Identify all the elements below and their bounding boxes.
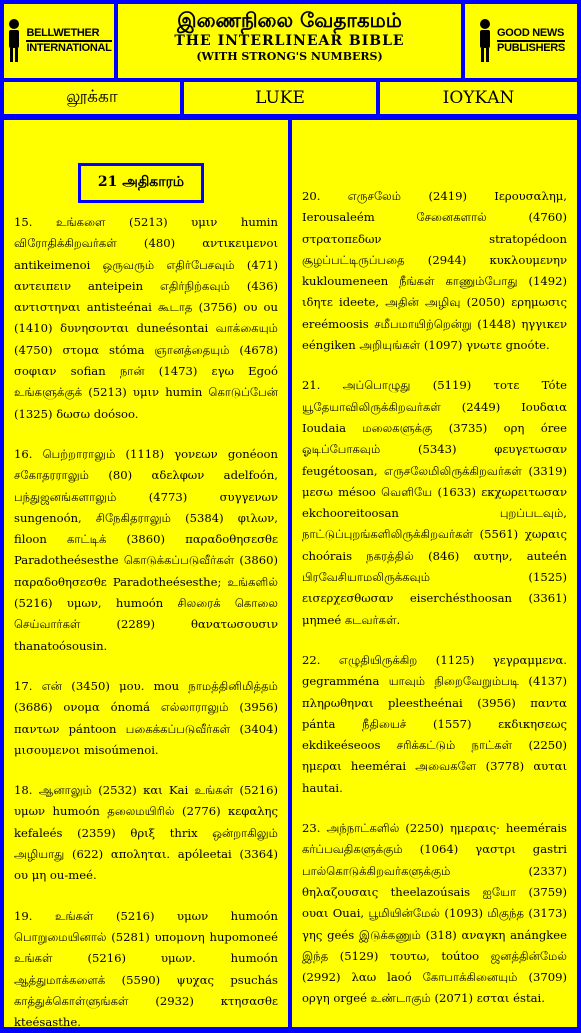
book-name-english	[184, 82, 376, 114]
person-silhouette-icon	[6, 18, 22, 64]
good-news-line1: GOOD NEWS	[497, 27, 565, 39]
verse-22: 22. எழுதியிருக்கிற (1125) γεγραμμενα. gegramména யாவும் நிறைவேறும்படி (4137) πληρωθηναι pleestheénai (3956) παντα pánta நீதியைச் (1557) εκδικησεως ekdikeéseoos சரிக்கட்டும் நாட்கள் (2250) ημεραι heemérai அவைகளே (3778) αυται hautai.	[302, 652, 567, 795]
person-silhouette-icon	[477, 18, 493, 64]
chapter-heading	[78, 163, 204, 203]
left-column	[4, 120, 288, 1030]
verse-18: 18. ஆனாலும் (2532) και Kai உங்கள் (5216) υμων humoón தலைமயிரில் (2776) κεφαλης kefaleés (2359) θριξ thrix ஒன்றாகிலும் அழியாது (622) αποληται. apóleetai (3364) ου μη ou-meé.	[14, 783, 278, 883]
verse-19: 19. உங்கள் (5216) υμων humoón பொறுமையினால் (5281) υπομονη hupomoneé உங்கள் (5216) υμων. humoón ஆத்துமாக்களைக் (5590) ψυχας psuchás காத்துக்கொள்ளுங்கள் (2932) κτησασθε kteésasthe.	[14, 908, 278, 1030]
bellwether-logo-text	[26, 27, 111, 55]
bellwether-logo	[4, 4, 114, 78]
book-name-tamil	[4, 82, 180, 114]
title-english: THE INTERLINEAR BIBLE	[174, 33, 405, 49]
verse-16: 16. பெற்றாராலும் (1118) γονεων gonéoon சகோதரராலும் (80) αδελφων adelfoón, பந்துஜனங்களாலும் (4773) συγγενων sungenoón, சிநேகிதராலும் (5384) φιλων, filoon காட்டிக் (3860) παραδοθησεσθε Paradotheésesthe கொடுக்கப்படுவீர்கள் (3860) παραδοθησεσθε Paradotheésesthe; உங்களில் (5216) υμων, humoón சிலரைக் கொலை செய்வார்கள் (2289) θανατωσουσιν thanatoósousin.	[14, 446, 278, 653]
bellwether-line1: BELLWETHER	[26, 27, 100, 39]
chapter-label: 21 அதிகாரம்	[97, 174, 185, 190]
book-tamil-label: லூக்கா	[66, 87, 118, 107]
book-greek-label: ΙΟΥΚΑΝ	[442, 88, 515, 108]
book-name-greek	[380, 82, 577, 114]
verse-21: 21. அப்பொழுது (5119) τοτε Tóte யூதேயாவிலிருக்கிறவர்கள் (2449) Ιουδαια Ioudaia மலைகளுக்கு (3735) ορη óree ஓடிப்போகவும் (5343) φευγετωσαν feugétoosan, எருசலேமிலிருக்கிறவர்கள் (3319) μεσω mésoo வெளியே (1633) εκχωρειτωσαν ekchooreitoosan புறப்படவும், நாட்டுப்புறங்களிலிருக்கிறவர்கள் (5561) χωραις choórais நகரத்தில் (846) αυτην, auteén பிரவேசியாமலிருக்கவும் (1525) εισερχεσθωσαν eiserchésthoosan (3361) μηmeé கடவர்கள்.	[302, 378, 567, 627]
bellwether-line2: INTERNATIONAL	[26, 42, 112, 54]
title-subtitle: (WITH STRONG'S NUMBERS)	[196, 50, 383, 63]
verse-23: 23. அந்நாட்களில் (2250) ημεραις· heemérais கர்ப்பவதிகளுக்கும் (1064) γαστρι gastri பால்கொடுக்கிறவர்களுக்கும் (2337) θηλαζουσαις theelazoúsais ஐயோ (3759) ουαι Ouai, பூமியின்மேல் (1093) மிகுந்த (3173) γης geés இடுக்கணும் (318) αναγκη anángkee இந்த (5129) τουτω, toútoo ஜனத்தின்மேல் (2992) λαω laoó கோபாக்கினையும் (3709) οργη orgeé உண்டாகும் (2071) εσται éstai.	[302, 821, 567, 1006]
good-news-logo	[465, 4, 577, 78]
title-block	[118, 4, 461, 78]
verse-17: 17. என் (3450) μου. mou நாமத்தினிமித்தம் (3686) ονομα ónomá எல்லாராலும் (3956) παντων pántoon பகைக்கப்படுவீர்கள் (3404) μισουμενοι misoúmenoi.	[14, 678, 278, 757]
book-english-label: LUKE	[255, 88, 305, 108]
good-news-line2: PUBLISHERS	[497, 42, 565, 54]
verse-20: 20. எருசலேம் (2419) Ιερουσαλημ, Ierousaleém சேனைகளால் (4760) στρατοπεδων stratopédoon சூழப்பட்டிருப்பதை (2944) κυκλουμενην kukloumeneen நீங்கள் காணும்போது (1492) ιδητε ideete, அதின் அழிவு (2050) ερημωσις ereémoosis சமீபமாயிற்றென்று (1448) ηγγικεν eéngiken அறியுங்கள் (1097) γνωτε gnoóte.	[302, 189, 567, 353]
right-column	[292, 120, 577, 1027]
verse-15: 15. உங்களை (5213) υμιν humin விரோதிக்கிறவர்கள் (480) αντικειμενοι antikeimenoi ஒருவரும் எதிர்பேசவும் (471) αντειπειν anteipein எதிர்நிற்கவும் (436) αντιστηναι antisteénai கூடாத (3756) ου ou (1410) δυνησονται duneésontai வாக்கையும் (4750) στομα stóma ஞானத்தையும் (4678) σοφιαν sofian நான் (1473) εγω Egoó உங்களுக்குக் (5213) υμιν humin கொடுப்பேன் (1325) δωσω doósoo.	[14, 215, 278, 421]
title-tamil: இணைநிலை வேதாகமம்	[177, 8, 402, 32]
good-news-logo-text	[497, 27, 565, 55]
